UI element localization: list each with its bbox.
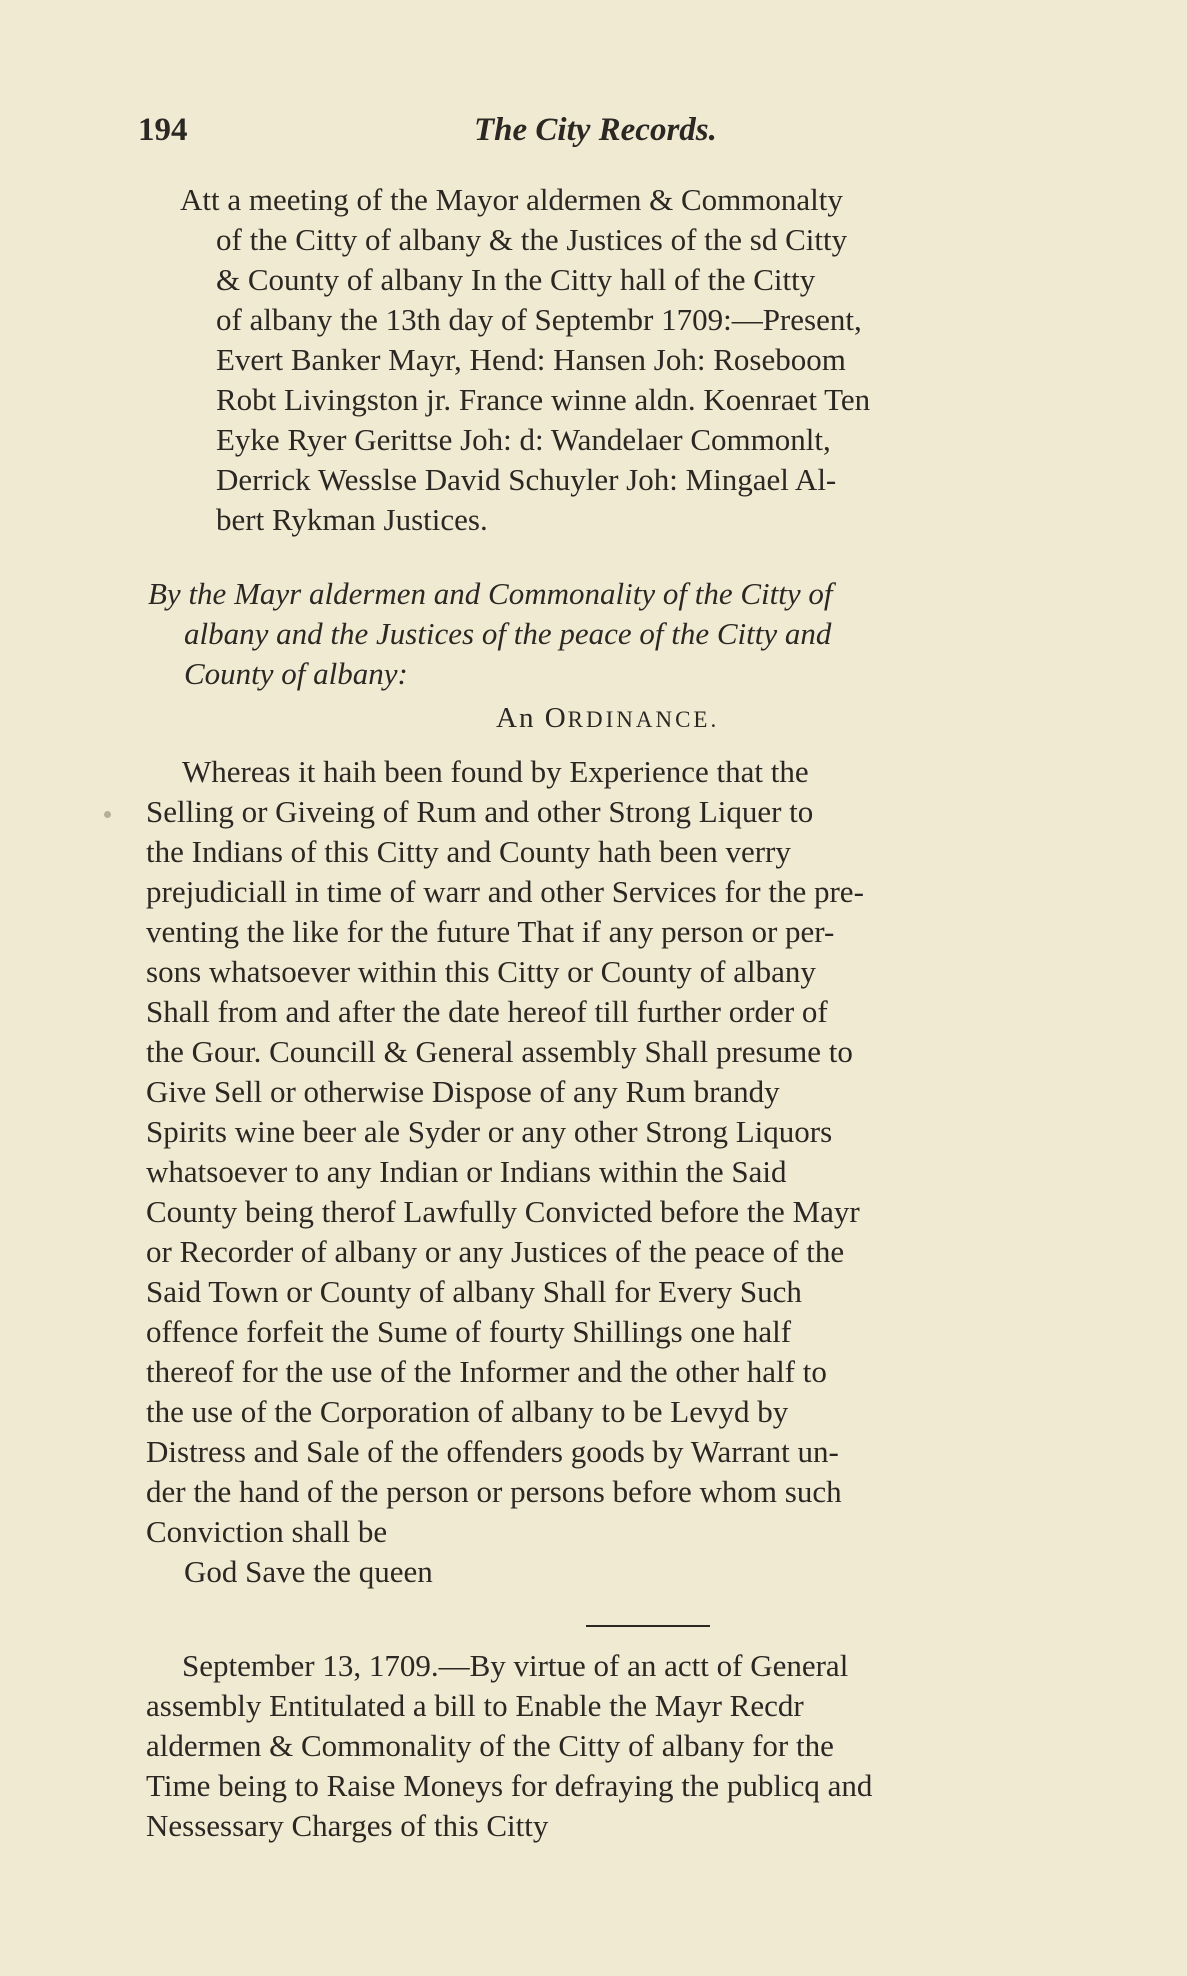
- body-line: County being therof Lawfully Convicted before the Mayr: [146, 1194, 860, 1229]
- body-line: sons whatsoever within this Citty or County of albany: [146, 954, 816, 989]
- body-line: the Indians of this Citty and County hath been verry: [146, 834, 791, 869]
- body-line: Selling or Giveing of Rum and other Strong Liquer to: [146, 794, 814, 829]
- body-line: venting the like for the future That if any person or per-: [146, 914, 835, 949]
- meeting-line: Att a meeting of the Mayor aldermen & Commonalty: [180, 182, 843, 217]
- meeting-line: bert Rykman Justices.: [216, 502, 488, 537]
- body-line: Said Town or County of albany Shall for Every Such: [146, 1274, 802, 1309]
- entry-line: aldermen & Commonality of the Citty of albany for the: [146, 1728, 834, 1763]
- running-title: The City Records.: [474, 112, 717, 148]
- ordinance-title-initial: An O: [496, 702, 568, 734]
- body-line: offence forfeit the Sume of fourty Shillings one half: [146, 1314, 792, 1349]
- meeting-line: Evert Banker Mayr, Hend: Hansen Joh: Roseboom: [216, 342, 846, 377]
- body-line: or Recorder of albany or any Justices of the peace of the: [146, 1234, 845, 1269]
- body-line: thereof for the use of the Informer and the other half to: [146, 1354, 827, 1389]
- ordinance-title-rest: RDINANCE.: [567, 707, 720, 732]
- ordinance-title: [496, 702, 719, 735]
- body-line: Distress and Sale of the offenders goods by Warrant un-: [146, 1434, 839, 1469]
- meeting-line: Robt Livingston jr. France winne aldn. Koenraet Ten: [216, 382, 871, 417]
- meeting-line: of albany the 13th day of Septembr 1709:—Present,: [216, 302, 862, 337]
- margin-mark: [104, 811, 111, 818]
- body-line: der the hand of the person or persons before whom such: [146, 1474, 842, 1509]
- body-line: Shall from and after the date hereof till further order of: [146, 994, 828, 1029]
- body-line: Give Sell or otherwise Dispose of any Rum brandy: [146, 1074, 780, 1109]
- meeting-line: Eyke Ryer Gerittse Joh: d: Wandelaer Commonlt,: [216, 422, 831, 457]
- entry-line: Time being to Raise Moneys for defraying the publicq and: [146, 1768, 873, 1803]
- preamble-line: By the Mayr aldermen and Commonality of the Citty of: [148, 576, 833, 611]
- meeting-line: & County of albany In the Citty hall of the Citty: [216, 262, 816, 297]
- page-number: 194: [138, 112, 188, 148]
- body-line: Spirits wine beer ale Syder or any other Strong Liquors: [146, 1114, 833, 1149]
- body-line: whatsoever to any Indian or Indians within the Said: [146, 1154, 787, 1189]
- entry-line: Nessessary Charges of this Citty: [146, 1808, 549, 1843]
- section-divider: [586, 1625, 710, 1627]
- meeting-line: Derrick Wesslse David Schuyler Joh: Mingael Al-: [216, 462, 837, 497]
- closing-line: God Save the queen: [184, 1554, 433, 1589]
- preamble-line: County of albany:: [184, 656, 408, 691]
- body-line: the Gour. Councill & General assembly Shall presume to: [146, 1034, 853, 1069]
- meeting-line: of the Citty of albany & the Justices of the sd Citty: [216, 222, 848, 257]
- entry-line: September 13, 1709.—By virtue of an actt of General: [182, 1648, 849, 1683]
- preamble-line: albany and the Justices of the peace of the Citty and: [184, 616, 832, 651]
- body-line: Conviction shall be: [146, 1514, 388, 1549]
- body-line: Whereas it haih been found by Experience that the: [182, 754, 809, 789]
- entry-line: assembly Entitulated a bill to Enable the Mayr Recdr: [146, 1688, 804, 1723]
- body-line: the use of the Corporation of albany to be Levyd by: [146, 1394, 789, 1429]
- body-line: prejudiciall in time of warr and other Services for the pre-: [146, 874, 864, 909]
